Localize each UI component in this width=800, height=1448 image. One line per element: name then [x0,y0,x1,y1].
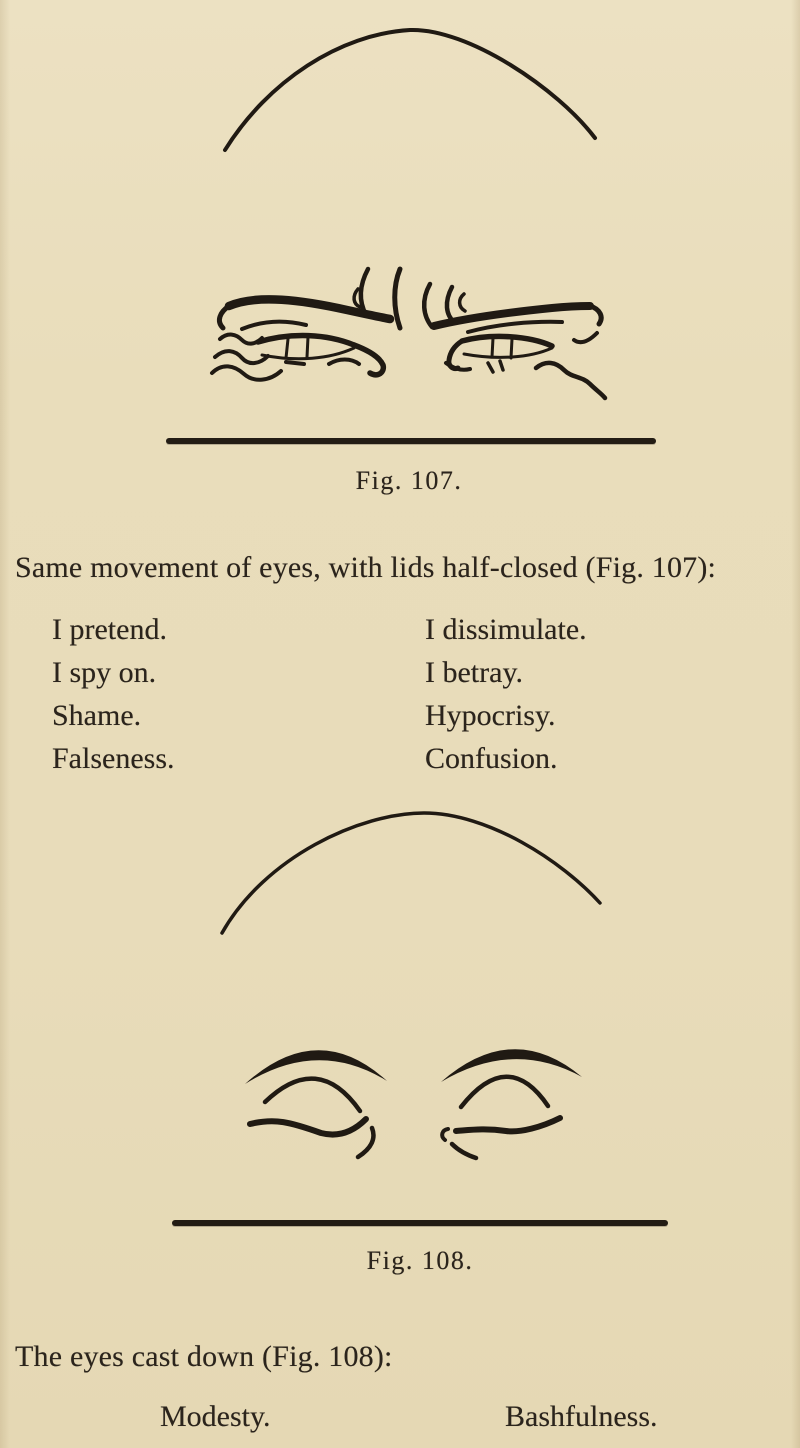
half-closed-eyes-icon [212,269,605,398]
downcast-eyes-icon [245,1049,582,1158]
figure-108-caption: Fig. 108. [366,1246,474,1275]
meaning-item: I dissimulate. [425,613,587,646]
meaning-item: I pretend. [52,613,167,646]
figure-107-caption: Fig. 107. [355,466,463,495]
figure-108-description: The eyes cast down (Fig. 108): [15,1340,393,1373]
meanings-row [0,608,800,651]
figure-107-divider-rule [166,438,656,444]
meaning-item: Falseness. [52,742,175,775]
meanings-list [0,608,800,780]
figure-108-drawing [210,795,610,1200]
head-outline-arc-icon [222,813,600,933]
meaning-item: Confusion. [425,742,558,775]
meaning-item: I spy on. [52,656,157,689]
meanings-row [0,651,800,694]
meanings-row [0,737,800,780]
figure-107-description: Same movement of eyes, with lids half-closed (Fig. 107): [15,551,717,584]
figure-108-divider-rule [172,1220,668,1226]
meaning-item-modesty: Modesty. [160,1400,271,1433]
meaning-item: I betray. [425,656,523,689]
meanings-row [0,694,800,737]
figure-107-drawing [100,15,630,420]
meaning-item: Hypocrisy. [425,699,556,732]
meaning-item-bashfulness: Bashfulness. [505,1400,658,1433]
head-outline-arc-icon [225,30,595,150]
meaning-item: Shame. [52,699,142,732]
